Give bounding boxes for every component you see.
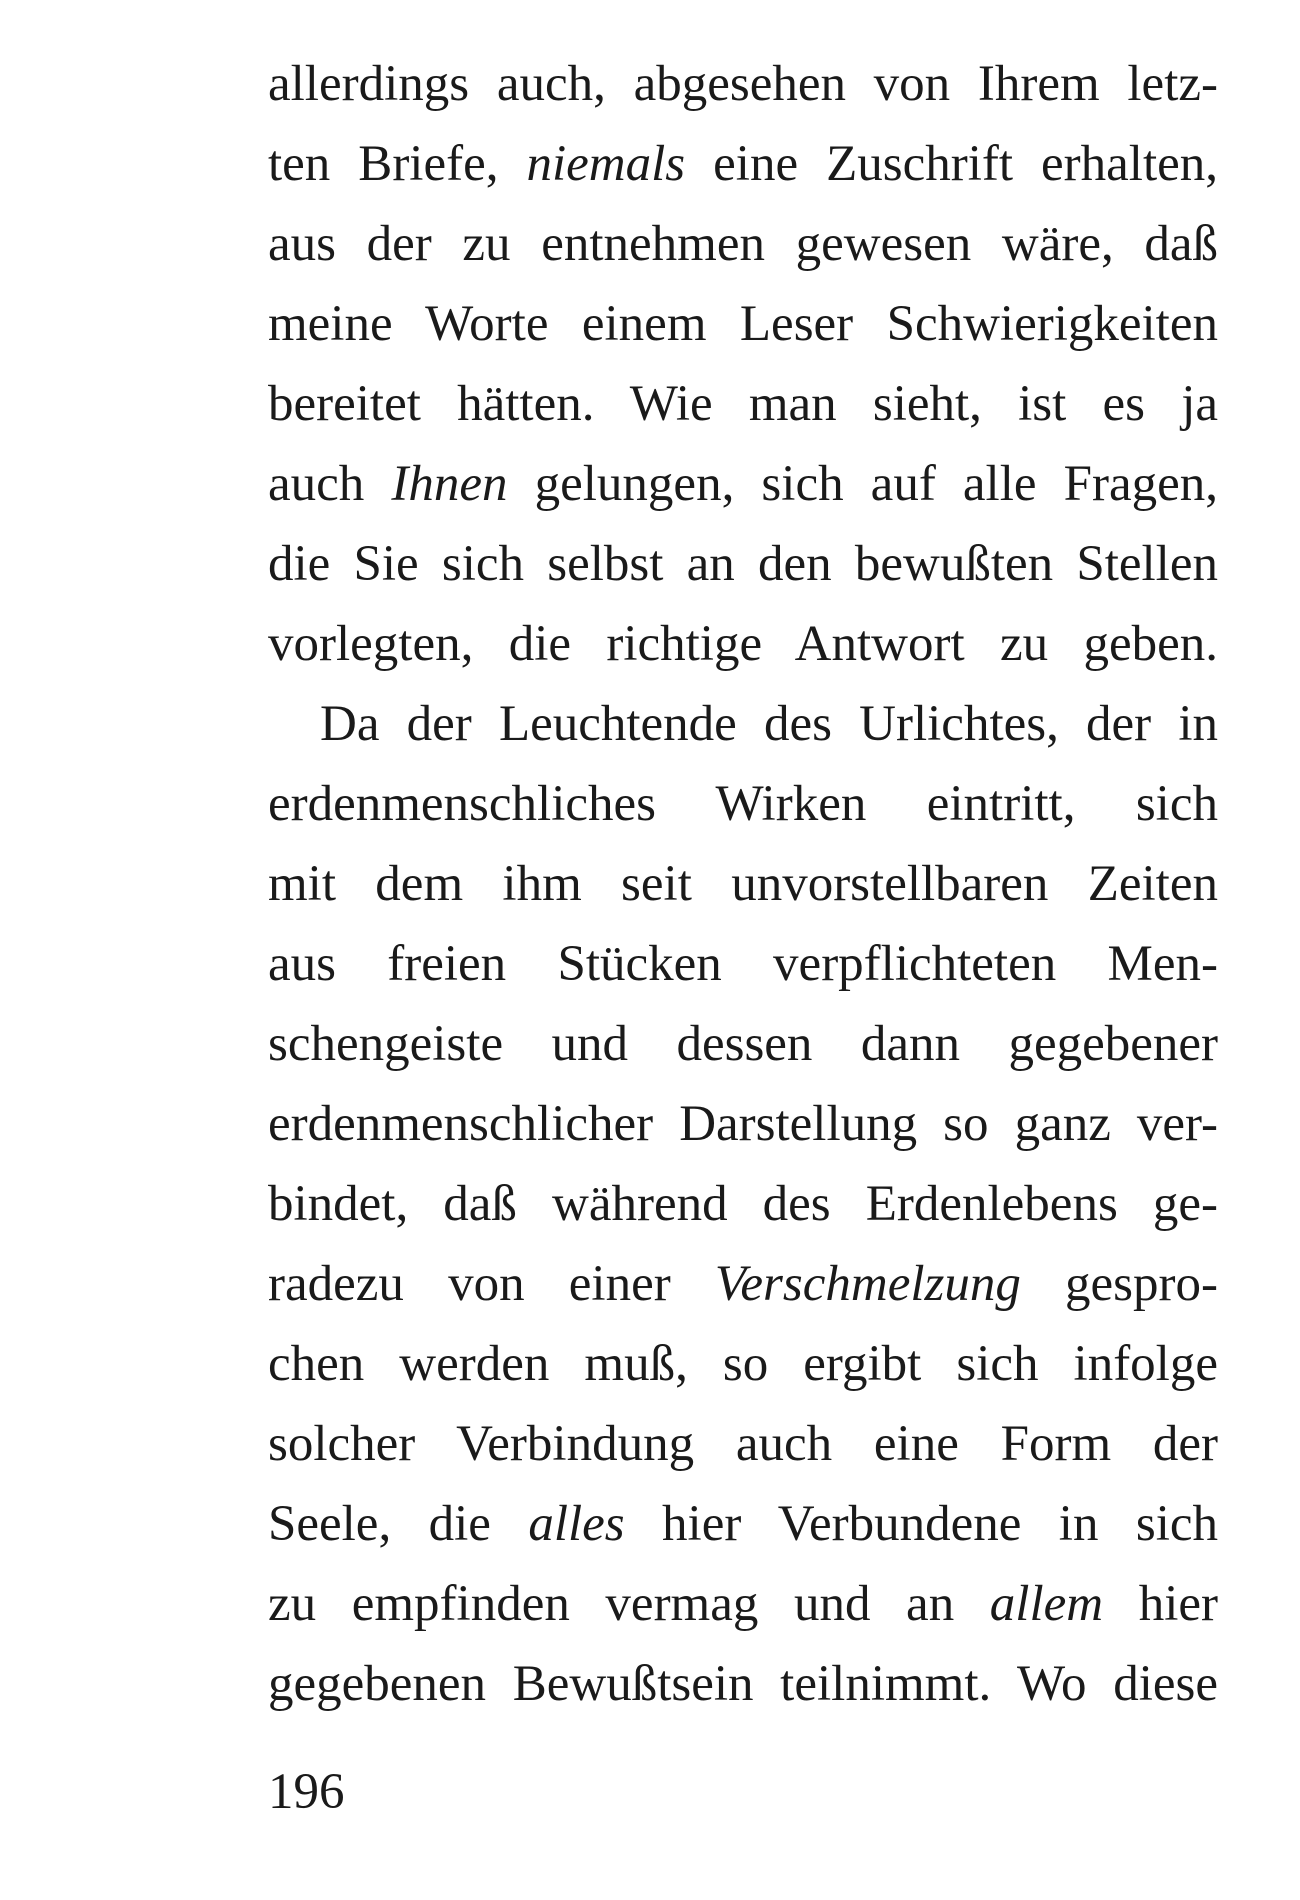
text-line: vorlegten, die richtige Antwort zu geben.: [268, 616, 1218, 672]
text-line: chen werden muß, so ergibt sich infolge: [268, 1336, 1218, 1392]
text-line: die Sie sich selbst an den bewußten Stellen: [268, 536, 1218, 592]
text-line: Da der Leuchtende des Urlichtes, der in: [320, 696, 1218, 752]
text-line: erdenmenschliches Wirken eintritt, sich: [268, 776, 1218, 832]
text-line: bindet, daß während des Erdenlebens ge-: [268, 1176, 1218, 1232]
body-text: [268, 44, 1218, 1724]
text-line: zu empfinden vermag und an allem hier: [268, 1576, 1218, 1632]
text-line: erdenmenschlicher Darstellung so ganz ver-: [268, 1096, 1218, 1152]
text-line: schengeiste und dessen dann gegebener: [268, 1016, 1218, 1072]
page-number: 196: [268, 1764, 345, 1820]
text-line: mit dem ihm seit unvorstellbaren Zeiten: [268, 856, 1218, 912]
emphasis: alles: [528, 1496, 625, 1552]
emphasis: Verschmelzung: [714, 1256, 1021, 1312]
text-line: meine Worte einem Leser Schwierigkeiten: [268, 296, 1218, 352]
text-line: allerdings auch, abgesehen von Ihrem letz-: [268, 56, 1218, 112]
text-line: Seele, die alles hier Verbundene in sich: [268, 1496, 1219, 1552]
text-line: gegebenen Bewußtsein teilnimmt. Wo diese: [268, 1656, 1218, 1712]
text-line: auch Ihnen gelungen, sich auf alle Fragen,: [268, 456, 1218, 512]
emphasis: allem: [989, 1576, 1104, 1632]
text-line: solcher Verbindung auch eine Form der: [268, 1416, 1218, 1472]
text-line: ten Briefe, niemals eine Zuschrift erhalten,: [268, 136, 1218, 192]
paragraph-1: [268, 44, 1218, 684]
text-line: radezu von einer Verschmelzung gespro-: [268, 1256, 1219, 1312]
emphasis: Ihnen: [391, 456, 508, 512]
paragraph-2: [268, 684, 1218, 1724]
text-line: aus freien Stücken verpflichteten Men-: [268, 936, 1218, 992]
text-line: aus der zu entnehmen gewesen wäre, daß: [268, 216, 1218, 272]
text-line: bereitet hätten. Wie man sieht, ist es ja: [268, 376, 1218, 432]
emphasis: niemals: [526, 136, 686, 192]
